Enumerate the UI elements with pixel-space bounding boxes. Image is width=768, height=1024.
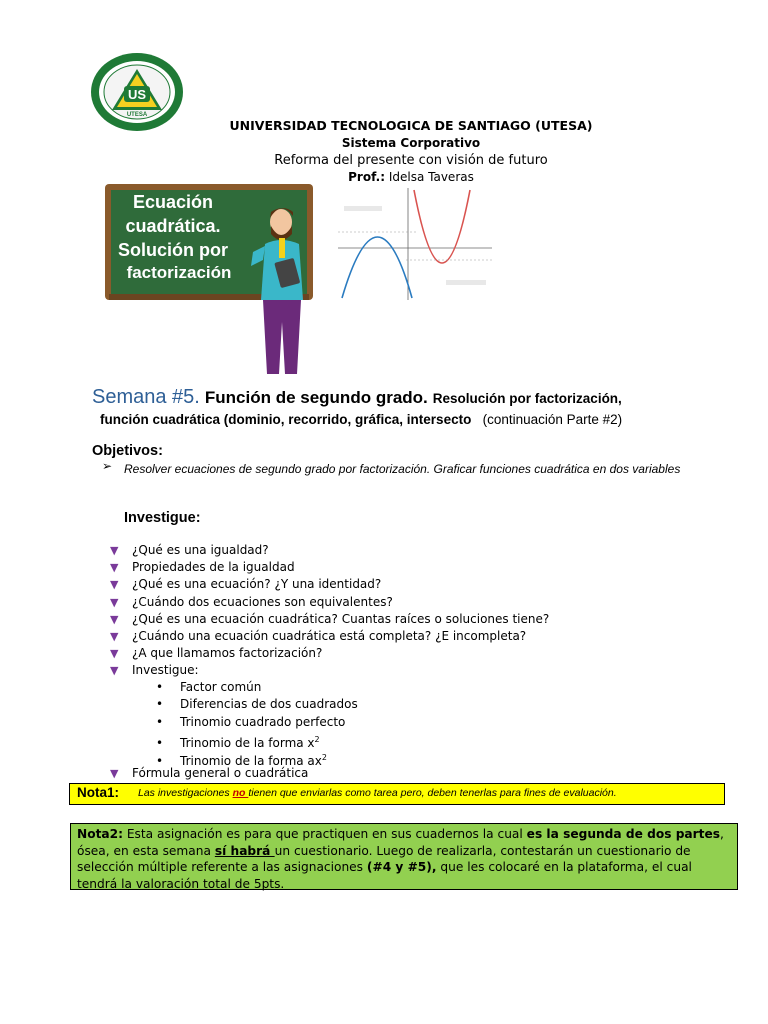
dot-bullet-icon: • <box>156 736 164 751</box>
logo-name: UTESA <box>126 112 148 118</box>
objectives-heading: Objetivos: <box>92 443 163 459</box>
list-item: ▼ ¿Qué es una ecuación cuadrática? Cuantas raíces o soluciones tiene? <box>110 611 549 628</box>
note-2-box: Nota2: Esta asignación es para que practiquen en sus cuadernos la cual es la segunda de dos partes, ósea, en esta semana sí habrá un cuestionario. Luego de realizarla, contestarán un cuestionario de selección múltiple referente a las asignaciones (#4 y #5), que les colocaré en la plataforma, el cual tendrá la valoración total de 5pts. <box>70 823 738 890</box>
note-1-box <box>69 783 725 805</box>
arrow-down-bullet-icon: ▼ <box>110 578 119 592</box>
motto: Reforma del presente con visión de futuro <box>274 153 548 168</box>
university-name: UNIVERSIDAD TECNOLOGICA DE SANTIAGO (UTESA) <box>229 118 593 133</box>
arrow-down-bullet-icon: ▼ <box>110 767 119 780</box>
arrow-down-bullet-icon: ▼ <box>110 664 119 678</box>
list-item: ▼ ¿Cuándo dos ecuaciones son equivalentes? <box>110 594 549 611</box>
board-line4: factorización <box>126 263 232 282</box>
objectives-text: Resolver ecuaciones de segundo grado por factorización. Graficar funciones cuadrática en dos variables <box>124 462 681 476</box>
title-line2-bold: función cuadrática (dominio, recorrido, gráfica, intersecto <box>100 412 472 427</box>
list-item: ▼ ¿A que llamamos factorización? <box>110 645 549 662</box>
title-sub: Resolución por factorización, <box>432 391 622 406</box>
note-2-label: Nota2: <box>77 827 123 841</box>
arrow-down-bullet-icon: ▼ <box>110 544 119 557</box>
list-item: ▼ ¿Qué es una igualdad? <box>110 542 549 559</box>
logo-letters: US <box>127 87 147 102</box>
title-main: Función de segundo grado. <box>204 388 428 407</box>
investigate-heading: Investigue: <box>124 510 201 526</box>
list-item: ▼ ¿Cuándo una ecuación cuadrática está completa? ¿E incompleta? <box>110 628 549 645</box>
list-item: ▼ Investigue: <box>110 662 549 679</box>
list-item: • Trinomio de la forma $ax^2$ <box>156 749 358 766</box>
list-item: • Trinomio cuadrado perfecto <box>156 714 358 731</box>
board-line1: Ecuación <box>132 192 214 212</box>
week-label: Semana #5. <box>92 386 200 408</box>
note-1-label: Nota1: <box>77 785 120 800</box>
arrow-down-bullet-icon: ▼ <box>110 647 119 661</box>
dot-bullet-icon: • <box>156 714 164 729</box>
list-item: • Trinomio de la forma $x^2$ <box>156 731 358 748</box>
title-line2 <box>100 412 622 427</box>
system-name: Sistema Corporativo <box>341 136 481 150</box>
page-title <box>92 386 622 409</box>
list-item: • Factor común <box>156 679 358 696</box>
list-item: ▼ Fórmula general o cuadrática <box>110 766 309 780</box>
questions-list <box>110 542 549 680</box>
list-item: • Diferencias de dos cuadrados <box>156 696 358 713</box>
arrow-down-bullet-icon: ▼ <box>110 561 119 575</box>
title-continuation: (continuación Parte #2) <box>482 412 623 427</box>
note-1-text: Las investigaciones no tienen que enviarlas como tarea pero, deben tenerlas para fines de evaluación. <box>138 787 617 799</box>
chalkboard-illustration <box>103 182 315 378</box>
prof-name: Idelsa Taveras <box>388 170 474 184</box>
arrow-down-bullet-icon: ▼ <box>110 595 119 609</box>
board-line2: cuadrática. <box>125 216 221 236</box>
list-item: ▼ Propiedades de la igualdad <box>110 559 549 576</box>
prof-label: Prof.: <box>348 170 386 184</box>
arrow-down-bullet-icon: ▼ <box>110 629 119 643</box>
dot-bullet-icon: • <box>156 680 164 694</box>
dot-bullet-icon: • <box>156 697 164 712</box>
subtopics-list <box>156 679 358 766</box>
list-item: ▼ ¿Qué es una ecuación? ¿Y una identidad? <box>110 576 549 593</box>
board-line3: Solución por <box>118 240 228 260</box>
arrow-down-bullet-icon: ▼ <box>110 612 119 626</box>
dot-bullet-icon: • <box>156 753 164 768</box>
arrow-bullet-icon: ➢ <box>102 459 113 473</box>
parabola-graph-image <box>336 186 494 302</box>
